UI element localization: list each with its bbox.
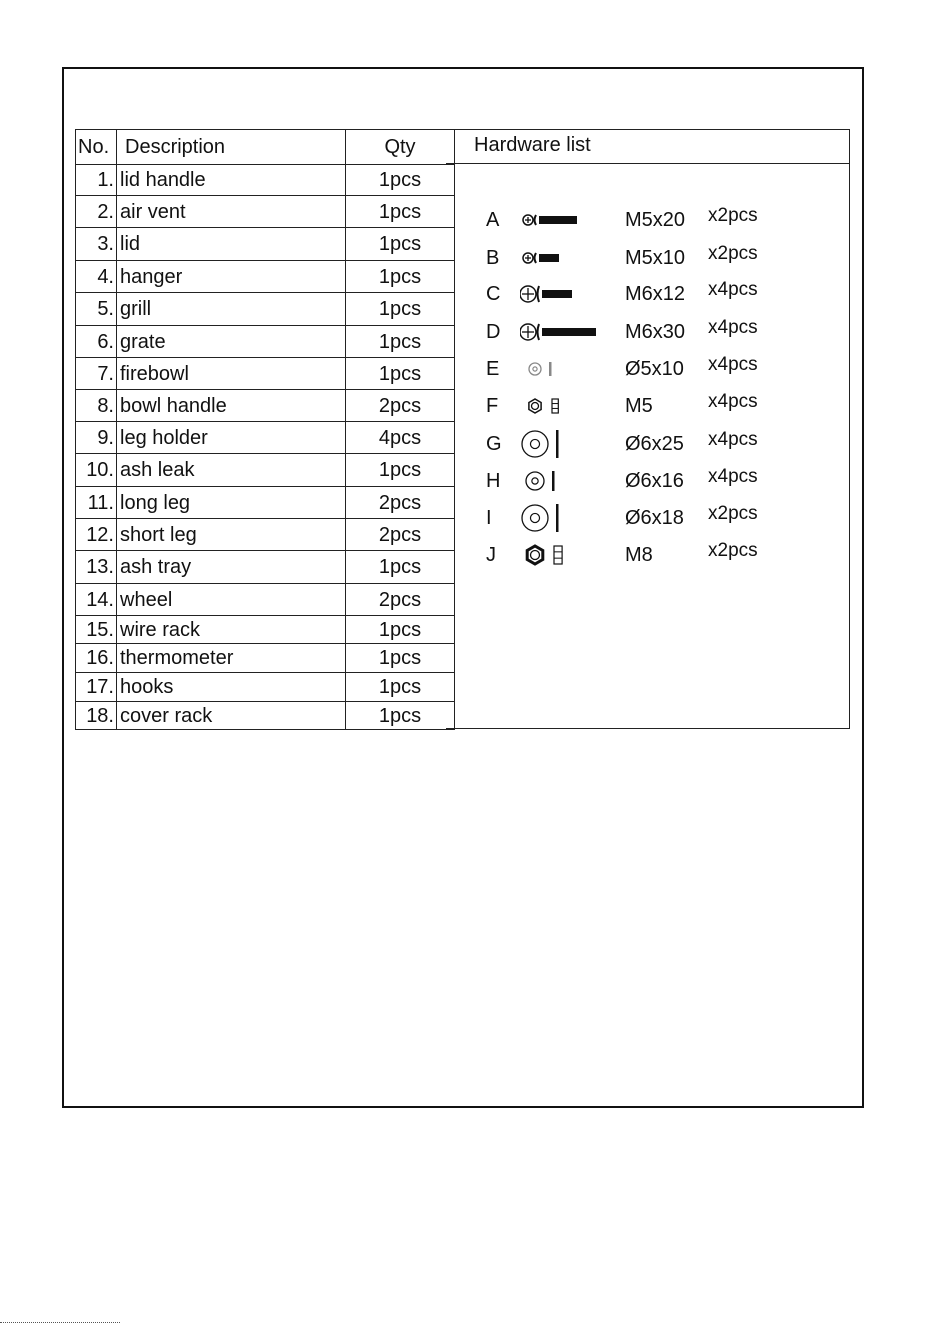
part-qty: 2pcs: [346, 390, 455, 422]
table-row: [76, 551, 455, 584]
part-description: long leg: [117, 487, 346, 519]
washer-icon: [520, 466, 620, 496]
part-number: 2.: [76, 196, 117, 228]
hardware-row: [446, 503, 849, 533]
hardware-qty: x4pcs: [708, 317, 758, 338]
header-description: Description: [117, 130, 346, 165]
part-description: hooks: [117, 673, 346, 702]
hardware-letter: H: [486, 470, 501, 492]
part-number: 9.: [76, 422, 117, 454]
part-description: grill: [117, 293, 346, 326]
hardware-row: [446, 429, 849, 459]
part-description: wire rack: [117, 616, 346, 644]
hardware-list: [446, 129, 850, 729]
part-description: air vent: [117, 196, 346, 228]
part-qty: 1pcs: [346, 702, 455, 730]
part-qty: 1pcs: [346, 358, 455, 390]
part-description: short leg: [117, 519, 346, 551]
hardware-letter: G: [486, 433, 502, 455]
part-qty: 1pcs: [346, 165, 455, 196]
hardware-size: M6x12: [625, 283, 686, 305]
part-number: 5.: [76, 293, 117, 326]
table-row: [76, 196, 455, 228]
nut-icon: [520, 540, 620, 570]
hardware-letter: B: [486, 247, 500, 269]
hardware-row: [446, 205, 849, 235]
hardware-letter: D: [486, 321, 501, 343]
part-number: 1.: [76, 165, 117, 196]
screw-icon: [520, 317, 620, 347]
part-description: ash leak: [117, 454, 346, 487]
part-description: firebowl: [117, 358, 346, 390]
hardware-qty: x4pcs: [708, 354, 758, 375]
part-qty: 1pcs: [346, 228, 455, 261]
hardware-qty: x4pcs: [708, 279, 758, 300]
table-row: [76, 673, 455, 702]
part-number: 15.: [76, 616, 117, 644]
part-number: 10.: [76, 454, 117, 487]
table-row: [76, 616, 455, 644]
header-qty: Qty: [346, 130, 455, 165]
part-qty: 2pcs: [346, 487, 455, 519]
table-row: [76, 644, 455, 673]
part-qty: 1pcs: [346, 673, 455, 702]
part-description: bowl handle: [117, 390, 346, 422]
hardware-row: [446, 540, 849, 570]
part-qty: 4pcs: [346, 422, 455, 454]
hardware-qty: x4pcs: [708, 391, 758, 412]
hardware-row: [446, 391, 849, 421]
table-row: [76, 422, 455, 454]
part-qty: 1pcs: [346, 326, 455, 358]
hardware-size: Ø6x18: [625, 507, 684, 529]
part-description: grate: [117, 326, 346, 358]
hardware-row: [446, 354, 849, 384]
part-number: 16.: [76, 644, 117, 673]
washer-icon: [520, 503, 620, 533]
table-row: [76, 165, 455, 196]
hardware-row: [446, 466, 849, 496]
hardware-size: Ø6x25: [625, 433, 684, 455]
hardware-row: [446, 243, 849, 273]
hardware-letter: J: [486, 544, 496, 566]
hardware-qty: x2pcs: [708, 205, 758, 226]
table-row: [76, 390, 455, 422]
part-description: hanger: [117, 261, 346, 293]
part-number: 17.: [76, 673, 117, 702]
part-number: 14.: [76, 584, 117, 616]
hardware-size: Ø5x10: [625, 358, 684, 380]
screw-icon: [520, 279, 620, 309]
washer-icon: [520, 429, 620, 459]
hardware-letter: F: [486, 395, 499, 417]
hardware-qty: x2pcs: [708, 243, 758, 264]
washer-icon: [520, 354, 620, 384]
header-no: No.: [76, 130, 117, 165]
table-row: [76, 228, 455, 261]
parts-table: [75, 129, 455, 730]
part-description: thermometer: [117, 644, 346, 673]
part-qty: 2pcs: [346, 584, 455, 616]
part-qty: 1pcs: [346, 616, 455, 644]
hardware-size: M8: [625, 544, 653, 566]
table-row: [76, 519, 455, 551]
table-row: [76, 358, 455, 390]
part-number: 18.: [76, 702, 117, 730]
part-number: 6.: [76, 326, 117, 358]
part-number: 12.: [76, 519, 117, 551]
hardware-row: [446, 279, 849, 309]
parts-table-header: [76, 130, 455, 165]
hardware-size: M5x10: [625, 247, 686, 269]
part-number: 13.: [76, 551, 117, 584]
part-number: 4.: [76, 261, 117, 293]
part-qty: 1pcs: [346, 551, 455, 584]
part-qty: 1pcs: [346, 644, 455, 673]
table-row: [76, 702, 455, 730]
part-qty: 1pcs: [346, 293, 455, 326]
hardware-letter: E: [486, 358, 500, 380]
hardware-qty: x4pcs: [708, 429, 758, 450]
hardware-letter: I: [486, 507, 492, 529]
hardware-size: M5: [625, 395, 653, 417]
screw-icon: [520, 205, 620, 235]
part-description: wheel: [117, 584, 346, 616]
hardware-row: [446, 317, 849, 347]
nut-icon: [520, 391, 620, 421]
hardware-qty: x4pcs: [708, 466, 758, 487]
table-row: [76, 293, 455, 326]
hardware-size: Ø6x16: [625, 470, 684, 492]
table-row: [76, 454, 455, 487]
table-row: [76, 261, 455, 293]
hardware-letter: C: [486, 283, 501, 305]
part-number: 11.: [76, 487, 117, 519]
part-description: lid handle: [117, 165, 346, 196]
hardware-list-title: Hardware list: [446, 130, 849, 164]
table-row: [76, 326, 455, 358]
hardware-qty: x2pcs: [708, 540, 758, 561]
part-number: 7.: [76, 358, 117, 390]
part-number: 3.: [76, 228, 117, 261]
part-qty: 1pcs: [346, 261, 455, 293]
table-row: [76, 584, 455, 616]
part-qty: 1pcs: [346, 454, 455, 487]
part-description: ash tray: [117, 551, 346, 584]
part-description: cover rack: [117, 702, 346, 730]
part-qty: 1pcs: [346, 196, 455, 228]
hardware-qty: x2pcs: [708, 503, 758, 524]
hardware-size: M5x20: [625, 209, 686, 231]
table-row: [76, 487, 455, 519]
hardware-size: M6x30: [625, 321, 686, 343]
part-description: leg holder: [117, 422, 346, 454]
part-number: 8.: [76, 390, 117, 422]
part-description: lid: [117, 228, 346, 261]
screw-icon: [520, 243, 620, 273]
hardware-letter: A: [486, 209, 500, 231]
part-qty: 2pcs: [346, 519, 455, 551]
